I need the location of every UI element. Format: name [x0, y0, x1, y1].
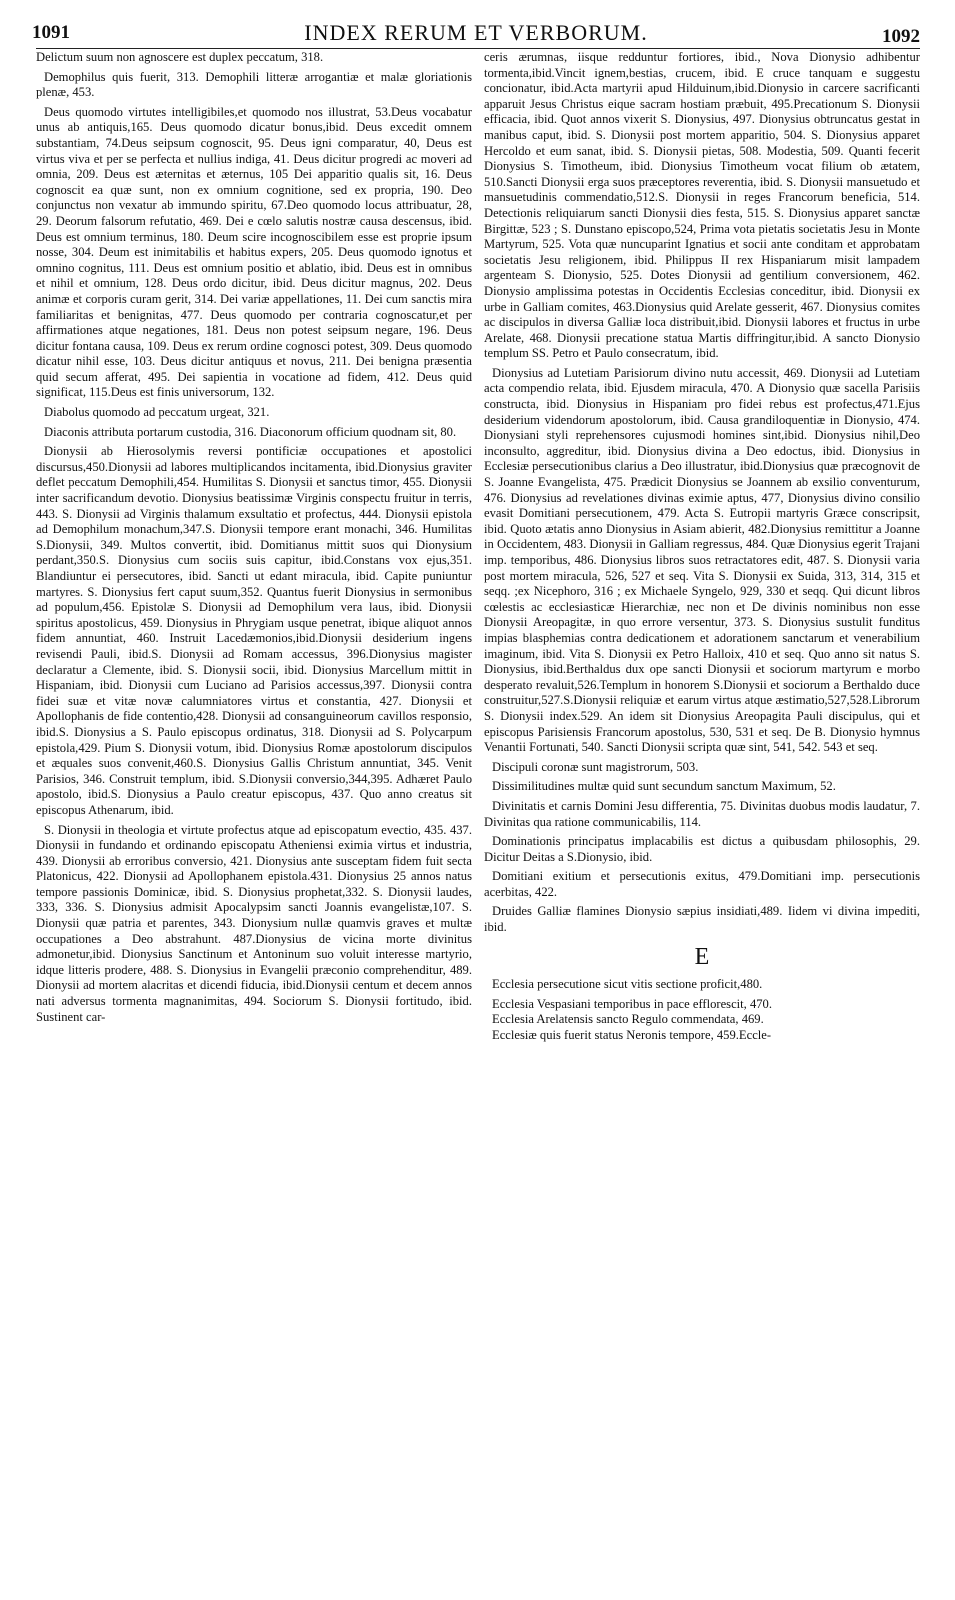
page-title: INDEX RERUM ET VERBORUM.: [304, 20, 648, 45]
index-entry: Druides Galliæ flamines Dionysio sæpius insidiati,489. Iidem vi divina impediti, ibid.: [484, 904, 920, 935]
page-number-right: 1092: [882, 26, 920, 47]
index-entry: ceris ærumnas, iisque redduntur fortiores, ibid., Nova Dionysio adhibentur tormenta,ibid.Vincit ignem,bestias, crucem, ibid. E cruce tanquam e suggestu concionatur, ibid.Acta martyrii apud Hilduinum,ibid.Dionysio in carcere sacrificanti apparuit Jesus Christus eique sacram hostiam præbuit, 495.Precationum S. Dionysii efficacia, ibid. Quot annos vixerit S. Dionysius, 497. Dionysius obtruncatus gestat in manibus caput, ibid. S. Dionysii post mortem apparitio, 504. S. Dionysius apparet Hercoldo et eum sanat, ibid. S. Dionysii pietas, 508. Modestia, 509. Quanti fecerit Dionysius S. Timotheum, ibid. Dionysius Timotheum vocat filium ob ætatem, 510.Sancti Dionysii erga suos præceptores reverentia, ibid. S. Dionysii mansuetudo et mansuetudinis commendatio,512.S. Dionysii in reges Francorum beneficia, 514. Detectionis reliquiarum sancti Dionysii dies festa, 515. S. Dionysius apparet sanctæ Birgittæ, 523 ; S. Dunstano episcopo,524, Prima vota pietatis societatis Jesu in Monte Martyrum, 525. Vota quæ nuncuparint Ignatius et socii ante conditam et approbatam societatis Jesu religionem, ibid. Philippus II rex Hispaniarum misit lampadem argenteam S. Dionysio, 525. Dotes Dionysii ad gentilium conversionem, 462. Dionysio amplissima potestas in Occidentis Ecclesias conceditur, ibid. Dionysii ex urbe in Galliam comites, 463.Dionysius quid Arelate gesserit, 467. Dionysius comites ac discipulos in diversa Galliæ loca distribuit,ibid. Dionysii labores et fructus in urbe Arelate, 468. Dionysii precatione statua Martis diffringitur,ibid. A sancto Dionysio templum SS. Petro et Paulo consecratum, ibid.: [484, 50, 920, 361]
index-entry: Diaconis attributa portarum custodia, 316. Diaconorum officium quodnam sit, 80.: [44, 424, 457, 439]
index-entry: Dissimilitudines multæ quid sunt secundum sanctum Maximum, 52.: [492, 779, 836, 794]
index-entry: Deus quomodo virtutes intelligibiles,et quomodo nos illustrat, 53.Deus vocabatur unus ab antiquis,165. Deus quomodo dicatur bonus,ibid. Deus excedit omnem substantiam, 74.Deus seipsum cognoscit, 95. Deus igni comparatur, 40, Deus est virtus viva et per se perfecta et nullius indiga, 41. Deus dicitur progredi ac moveri ad omnia, 209. Deus est æternitas et æternus, 105 Dei apparitio qualis sit, 16. Deus cognoscit ea quæ sunt, non ex omnium cognitione, sed ex propria, 190. Deo conjunctus non vexatur ab immundo spiritu, 67.Deo quomodo locus attribuatur, 28, 29. Deorum falsorum refutatio, 469. Dei e cœlo salutis nostræ causa descensus, ibid. Deus est omnium terminus, 180. Deum scire incognoscibilem esse est proprie ipsum nosse, 304. Deum est inimitabilis et habitus expers, 205. Deus quomodo ignotus et omnino cognitus, 111. Deus est omnium positio et ablatio, ibid. Deus est in omnibus et nihil et omnium, 128. Deus ordo dicitur, ibid. Deus dicitur magnus, 202. Deus animæ et corporis curam gerit, 314. Dei variæ appellationes, 11. Dei cum sanctis mira familiaritas et benignitas, 477. Deus quomodo per contraria cognoscatur,et per affirmationes atque negationes, 181. Deus non potest seipsum negare, 196. Deus dicitur fontana causa, 109. Deus ex rerum ordine cognosci potest, 309. Deus quomodo dicatur nihil esse, 103. Deus dicitur antiquus et novus, 211. Dei benigna præsentia quid secum afferat, 495. Dei sapientia in vocatione ad fidem, 412. Deus quid significat, 115.Deus est finis universorum, 132.: [36, 104, 472, 400]
section-letter: E: [694, 943, 710, 970]
left-column: [36, 50, 472, 1590]
index-entry: S. Dionysii in theologia et virtute profectus atque ad episcopatum evectio, 435. 437. Dionysii in fundando et ordinando episcopatu Atheniensi eximia virtus et industria, 439. Dionysii ab erroribus conversio, 421. Dionysius ante susceptam fidem fuit secta Platonicus, 422. Dionysii ad Apollophanem epistola.431. Dionysius 25 annos natus tempore passionis Dominicæ, ibid. S. Dionysius prophetat,332. S. Dionysii laudes, 333, 336. S. Dionysius admisit Apocalypsim sancti Joannis evangelistæ,107. S. Dionysii quæ patria et parentes, 343. Dionysium nullæ quamvis graves et multæ occupationes a Deo abstrahunt. 487.Dionysius de vicina morte divinitus admonetur,ibid. Dionysius Sanctinum et Antoninum suo voluit interesse martyrio, idque litteris prodere, 488. S. Dionysius in Evangelii præconio comprehenditur, 489. Dionysii ad mortem alacritas et dicendi fiducia, ibid.Dionysii centum et decem annos nati adversus tormenta magnanimitas, 494. Sociorum S. Dionysii fortitudo, ibid. Sustinent car-: [36, 822, 472, 1024]
index-entry: Diabolus quomodo ad peccatum urgeat, 321.: [44, 405, 270, 420]
page-header: [32, 10, 920, 50]
index-entry: Ecclesia Vespasiani temporibus in pace efflorescit, 470.: [492, 996, 773, 1011]
index-entry: Divinitatis et carnis Domini Jesu differentia, 75. Divinitas duobus modis laudatur, 7. Divinitas qua ratione communicabilis, 114.: [484, 798, 920, 829]
index-entry: Delictum suum non agnoscere est duplex peccatum, 318.: [36, 50, 324, 64]
index-entry: Dionysii ab Hierosolymis reversi pontificiæ occupationes et apostolici discursus,450.Dionysii ad labores multiplicandos incitamenta, ibid.Dionysius graviter deflet peccatum Demophili,454. Humilitas S. Dionysii et sanctus timor, 455. Dionysii inter sacrificandum devotio. Dionysius beatissimæ Virginis conspectu fruitur in terris, 443. S. Dionysii ad Virginis thalamum exsultatio et profectus, 444. Dionysii epistola ad Demophilum monachum,347.S. Dionysii tempore erant monachi, 346. Humilitas S.Dionysii, 349. Multos convertit, ibid. Domitianus mittit suos qui Dionysium perdant,350.S. Dionysius cum sociis suis capitur, ibid.Constans vox ejus,351. Blandiuntur ei persecutores, ibid. Sancti ut edant miracula, ibid. Capite puniuntur martyres. S. Dionysius fert caput suum,352. Quantus fuerit Dionysius in sermonibus ad populum,456. Epistolæ S. Dionysii ad Demophilum vera laus, ibid. Dionysii spiritus apostolicus, 459. Dionysius in Phrygiam usque penetrat, ibique aliquot annos fidem annuntiat, 460. Instruit Lacedæmonios,ibid.Dionysii desiderium ingens revisendi Pauli, ibid.S. Dionysii ad Romam accessus, 396.Dionysius magister declaratur a Clemente, ibid. S. Dionysii socii, ibid. Dionysius Marcellum mittit in Hispaniam, ibid. Dionysii cum Luciano ad Parisios accessus,397. Dionysii contra fidei suæ et vitæ novæ calumniatores virtus et constantia, 427. Dionysii et Apollophanis de fide contentio,428. Dionysii ad consanguineorum cavillos responsio, ibid.S. Dionysius a S. Paulo episcopus ordinatus, 318. Dionysii ad S. Polycarpum epistola,429. Pium S. Dionysii votum, ibid. Dionysius Romæ apostolorum discipulos et æquales suos convenit,460.S. Dionysius Gallis Christum annuntiat, 345. Venit Parisios, 346. Construit templum, ibid. S.Dionysii conversio,344,395. Adhæret Paulo apostolo, ibid.S. Dionysius a Paulo creatur episcopus, 437. Quo anno creatus sit episcopus Athenarum, ibid.: [36, 444, 472, 817]
index-entry: Ecclesiæ quis fuerit status Neronis tempore, 459.Eccle-: [492, 1028, 772, 1043]
index-entry: Dionysius ad Lutetiam Parisiorum divino nutu accessit, 469. Dionysii ad Lutetiam acta compendio relata, ibid. Ejusdem miracula, 470. A Dionysio quæ sacella Parisiis constructa, ibid. Dionysius in Hispaniam pro fidei rebus est profectus,471.Ejus desiderium videndorum apostolorum, ibid. Causa grandiloquentiæ in Dionysio, 474. Dionysiani styli reprehensores cujusmodi homines sint,ibid. Dionysius nihil,Deo inconsulto, aggreditur, ibid. Dionysius divina a Deo edoctus, ibid. Dionysius in Ecclesiæ persecutionibus clarius a Deo illustratur, ibid.Dionysius quæ præcognovit de S. Joanne Evangelista, 475. Prædicit Dionysius se Joannem ab exsilio conventurum, 476. Dionysius ad revelationes divinas eximie aptus, 477, Dionysius divino consilio evasit Domitiani persecutionem, 479. Acta S. Eutropii martyris Græce conscripsit, ibid. Quoto ætatis anno Dionysius in Asiam abierit, 482.Dionysius remittitur a Joanne in Occidentem, 483. Dionysii in Galliam regressus, 484. Quæ Dionysius egerit Trajani imp. temporibus, 486. Dionysius libros suos retractatores edit, 487. S. Dionysii varia post mortem miracula, 526, 527 et seq. Vita S. Dionysii ex Suida, 313, 314, 315 et seqq. ;ex Nicephoro, 316 ; ex Michaele Syngelo, 929, 330 et seqq. Qui dicunt libros cœlestis ac ecclesiasticæ Hierarchiæ, nec non et De divinis nominibus non esse Dionysii Areopagitæ, in quo errore versentur, 373. S. Dionysius sustulit funditus impias blasphemias contra dedicationem et adorationem sanctarum et venerabilium imaginum, ibid. Vita S. Dionysii ex Petro Halloix, 410 et seq. Quo anno sit natus S. Dionysius, ibid.Berthaldus dux ope sancti Dionysii et sociorum martyrum e morbo desperato revaluit,526.Templum in honorem S.Dionysii et sociorum a Berthaldo duce construitur,527.S.Dionysii reliquiæ et earum virtus atque æstimatio,527,528.Librorum S. Dionysii index.529. An idem sit Dionysius Areopagita Pauli discipulus, qui et episcopus Parisiensis Francorum apostolus, 530, 531 et seq. De B. Dionysio hymnus Venantii Fortunati, 540. Sancti Dionysii scripta quæ sint, 541, 542. 543 et seq.: [484, 365, 920, 755]
header-rule: [36, 48, 920, 49]
index-entry: Ecclesia Arelatensis sancto Regulo commendata, 469.: [492, 1012, 764, 1027]
page-number-left: 1091: [32, 22, 70, 43]
right-column: [484, 50, 920, 1590]
index-entry: Demophilus quis fuerit, 313. Demophili litteræ arrogantiæ et malæ gloriationis plenæ, 453.: [36, 69, 472, 100]
index-entry: Dominationis principatus implacabilis est dictus a quibusdam philosophis, 29. Dicitur Deitas a S.Dionysio, ibid.: [484, 834, 920, 864]
index-entry: Discipuli coronæ sunt magistrorum, 503.: [492, 759, 699, 774]
index-entry: Ecclesia persecutione sicut vitis sectione proficit,480.: [492, 977, 763, 992]
index-entry: Domitiani exitium et persecutionis exitus, 479.Domitiani imp. persecutionis acerbitas, 422.: [484, 869, 920, 899]
